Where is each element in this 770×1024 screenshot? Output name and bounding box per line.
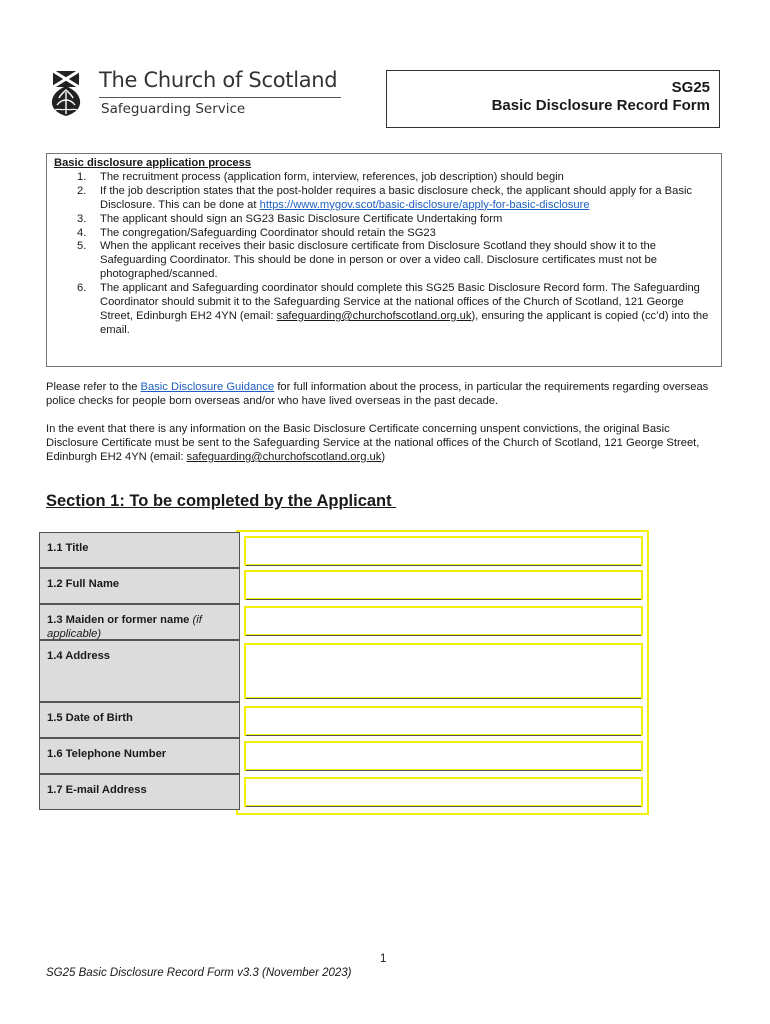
org-name: The Church of Scotland <box>99 68 338 92</box>
field-label: 1.1 Title <box>39 532 240 568</box>
process-heading: Basic disclosure application process <box>54 157 252 169</box>
field-label: 1.5 Date of Birth <box>39 702 240 738</box>
date-of-birth-input[interactable] <box>244 706 643 736</box>
process-list <box>54 171 713 338</box>
form-code: SG25 <box>671 79 710 96</box>
full-name-input[interactable] <box>244 570 643 600</box>
title-input[interactable] <box>244 536 643 566</box>
basic-disclosure-guidance-link[interactable]: Basic Disclosure Guidance <box>140 381 275 393</box>
field-row-date-of-birth <box>39 702 649 738</box>
field-row-email <box>39 774 649 810</box>
logo-divider <box>99 97 341 98</box>
safeguarding-email-link[interactable]: safeguarding@churchofscotland.org.uk <box>186 451 382 463</box>
process-step: 4. The congregation/Safeguarding Coordinator should retain the SG23 <box>77 226 436 239</box>
field-label: 1.2 Full Name <box>39 568 240 604</box>
process-step: 3. The applicant should sign an SG23 Basic Disclosure Certificate Undertaking form <box>77 212 503 225</box>
field-label: 1.7 E-mail Address <box>39 774 240 810</box>
footer-text: SG25 Basic Disclosure Record Form v3.3 (November 2023) <box>46 967 352 979</box>
burning-bush-emblem-icon <box>47 70 85 118</box>
org-subtitle: Safeguarding Service <box>101 101 246 117</box>
process-step: 6. The applicant and Safeguarding coordinator should complete this SG25 Basic Disclosure Record form. The Safeguarding Coordinator should submit it to the Safeguarding Service at the national offices of the Church of Scotland, 121 George Street, Edinburgh EH2 4YN (email: safeguarding@churchofscotland.org.uk), ensuring the applicant is copied (cc’d) into the email. <box>77 282 709 336</box>
process-step: 2. If the job description states that the post-holder requires a basic disclosure check, the applicant should apply for a Basic Disclosure. This can be done at https://www.mygov.scot/basic-disclosure/apply-for-basic-disclosure <box>77 184 693 211</box>
field-label: 1.6 Telephone Number <box>39 738 240 774</box>
field-label: 1.4 Address <box>39 640 240 702</box>
field-row-address <box>39 640 649 702</box>
maiden-name-input[interactable] <box>244 606 643 636</box>
applicant-details-table <box>39 530 649 814</box>
email-input[interactable] <box>244 777 643 807</box>
form-id-box <box>386 70 720 128</box>
form-title: Basic Disclosure Record Form <box>491 97 710 114</box>
process-step: 1. The recruitment process (application form, interview, references, job description) should begin <box>77 170 564 183</box>
field-row-title <box>39 532 649 568</box>
guidance-paragraph: Please refer to the Basic Disclosure Guidance for full information about the process, in particular the requirements regarding overseas police checks for people born overseas and/or who have lived overseas in the past decade. <box>46 381 709 407</box>
mygov-basic-disclosure-link[interactable]: https://www.mygov.scot/basic-disclosure/apply-for-basic-disclosure <box>259 198 590 211</box>
field-row-full-name <box>39 568 649 604</box>
unspent-convictions-paragraph: In the event that there is any information on the Basic Disclosure Certificate concerning unspent convictions, the original Basic Disclosure Certificate must be sent to the Safeguarding Service at the national offices of the Church of Scotland, 121 George Street, Edinburgh EH2 4YN (email: safeguarding@churchofscotland.org.uk) <box>46 423 700 463</box>
field-label: 1.3 Maiden or former name (if applicable) <box>39 604 240 640</box>
address-input[interactable] <box>244 643 643 699</box>
process-box <box>46 153 722 367</box>
telephone-input[interactable] <box>244 741 643 771</box>
process-step: 5. When the applicant receives their basic disclosure certificate from Disclosure Scotland they should show it to the Safeguarding Coordinator. This should be done in person or over a video call. Disclosure certificates must not be photographed/scanned. <box>77 240 657 281</box>
field-row-maiden-name <box>39 604 649 640</box>
safeguarding-email-link[interactable]: safeguarding@churchofscotland.org.uk <box>276 309 472 322</box>
section-1-title: Section 1: To be completed by the Applicant <box>46 492 397 510</box>
page-number: 1 <box>380 953 387 965</box>
field-row-telephone <box>39 738 649 774</box>
church-of-scotland-logo <box>47 68 347 128</box>
